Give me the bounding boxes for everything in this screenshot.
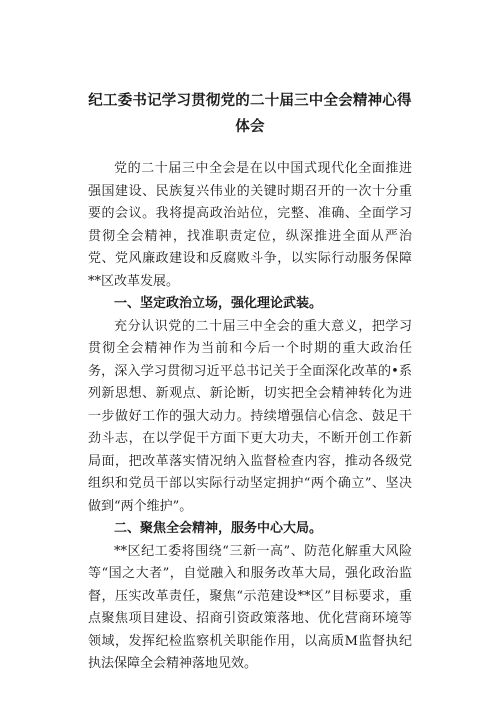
document-title: 纪工委书记学习贯彻党的二十届三中全会精神心得体会	[88, 92, 412, 135]
section-heading-2: 二、聚焦全会精神，服务中心大局。	[114, 521, 323, 536]
document-body	[88, 158, 412, 676]
paragraph-intro: 党的二十届三中全会是在以中国式现代化全面推进强国建设、民族复兴伟业的关键时期召开的一次十分重要的会议。我将提高政治站位，完整、准确、全面学习贯彻全会精神，找准职责定位，纵深推进全面从严治党、党风廉政建设和反腐败斗争，以实际行动服务保障**区改革发展。	[88, 161, 412, 289]
section-heading-1: 一、坚定政治立场，强化理论武装。	[114, 296, 323, 311]
paragraph-section-1: 充分认识党的二十届三中全会的重大意义，把学习贯彻全会精神作为当前和今后一个时期的重大政治任务，深入学习贯彻习近平总书记关于全面深化改革的•系列新思想、新观点、新论断，切实把全会精神转化为进一步做好工作的强大动力。持续增强信心信念、鼓足干劲斗志，在以学促干方面下更大功夫，不断开创工作新局面，把改革落实情况纳入监督检查内容，推动各级党组织和党员干部以实际行动坚定拥护“两个确立”、坚决做到“两个维护”。	[88, 318, 412, 514]
paragraph-section-2: **区纪工委将围绕“三新一高”、防范化解重大风险等“国之大者”，自觉融入和服务改革大局，强化政治监督，压实改革责任，聚焦“示范建设**区”目标要求，重点聚焦项目建设、招商引资政策落地、优化营商环境等领域，发挥纪检监察机关职能作用，以高质M监督执纪执法保障全会精神落地见效。	[88, 543, 412, 671]
